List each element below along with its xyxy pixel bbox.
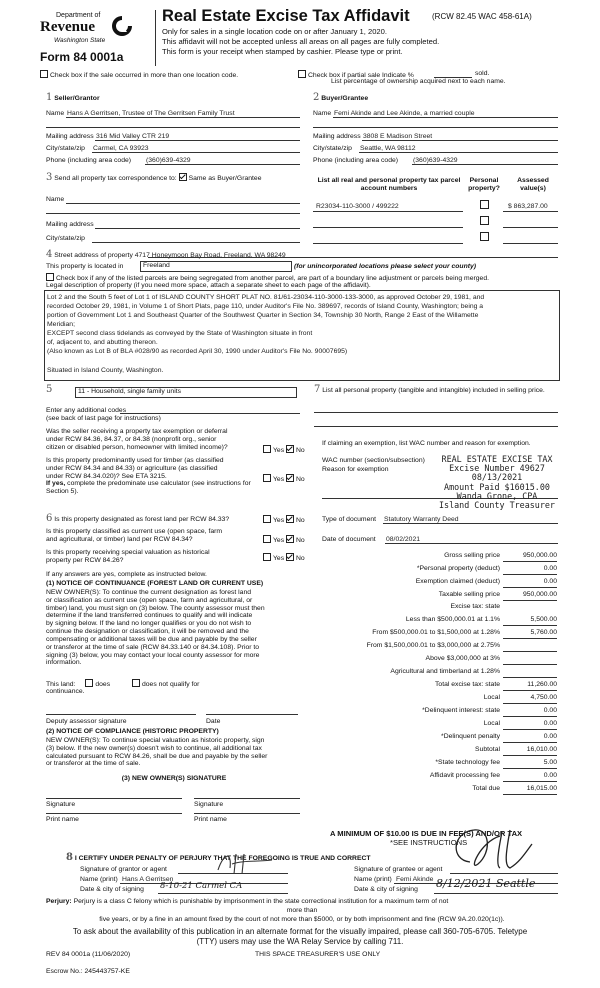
not-qualify-checkbox[interactable]	[132, 679, 140, 687]
rule	[46, 213, 300, 214]
tax-value-subtotal[interactable]: 16,010.00	[503, 746, 557, 756]
codes-label: Enter any additional codes (see back of last page for instructions)	[46, 407, 161, 422]
located-note: (for unincorporated locations please select your county)	[294, 263, 477, 270]
new-owner-heading: (3) NEW OWNER(S) SIGNATURE	[121, 775, 227, 782]
grantor-date-label: Date & city of signing	[80, 886, 144, 893]
tax-label-t4: Above $3,000,000 at 3%	[425, 655, 500, 662]
rule	[158, 893, 288, 894]
corr-city-label: City/state/zip	[46, 235, 85, 242]
tax-value-delinq-pen[interactable]: 0.00	[503, 733, 557, 743]
historic-heading: (2) NOTICE OF COMPLIANCE (HISTORIC PROPERTY)	[46, 728, 219, 735]
rule	[434, 893, 558, 894]
tax-label-excise-state: Excise tax: state	[450, 603, 500, 610]
tax-label-t3: From $1,500,000.01 to $3,000,000 at 2.75%	[366, 642, 500, 649]
buyer-city[interactable]: Seattle, WA 98112	[360, 145, 416, 152]
continuance-body: NEW OWNER(S): To continue the current designation as forest land or classification as current use (open space, farm and agricultural, or timber) land, you must sign on (3) below. The county assessor must then determine if the land transferred continues to qualify and will indicate by signing below. If the land no longer qualifies or you do not wish to continue the designation or classification, it will be removed and the compensating or additional taxes will be due and payable by the seller or transferor at the time of sale (RCW 84.33.140 or 84.34.108). Prior to signing (3) below, you may contact your local county assessor for more information.	[46, 589, 265, 667]
partial-sale-check[interactable]: Check box if partial sale Indicate %	[298, 70, 414, 80]
checkbox-icon[interactable]	[480, 200, 489, 209]
rule	[314, 412, 558, 413]
buyer-phone-label: Phone (including area code)	[313, 157, 399, 164]
grantor-sig-label: Signature of grantor or agent	[80, 866, 167, 873]
seller-city[interactable]: Carmel, CA 93923	[93, 145, 149, 152]
grantee-name[interactable]: Femi Akinde	[396, 876, 434, 883]
checkbox-icon	[263, 445, 271, 453]
dor-logo	[40, 12, 130, 52]
checkbox-icon[interactable]	[480, 216, 489, 225]
grantee-name-label: Name (print)	[354, 876, 392, 883]
sig-label-2: Signature	[194, 801, 224, 808]
doc-date[interactable]: 08/02/2021	[386, 536, 421, 543]
q-forest: 6 Is this property designated as forest land per RCW 84.33?	[46, 513, 230, 524]
deputy-date-field[interactable]	[206, 714, 298, 715]
owner-print-2[interactable]	[194, 813, 300, 814]
buyer-mail[interactable]: 3808 E Madison Street	[363, 133, 433, 140]
deputy-date-label: Date	[206, 718, 221, 725]
partial-pct-field[interactable]	[434, 70, 472, 78]
personal-checkbox-3[interactable]	[480, 232, 491, 243]
seller-name-label: Name	[46, 110, 65, 117]
rule	[313, 243, 463, 244]
minimum-notice: A MINIMUM OF $10.00 IS DUE IN FEE(S) AND/OR TAX	[330, 829, 523, 838]
continuance-text: continuance.	[46, 688, 85, 695]
tax-label-local2: Local	[483, 720, 500, 727]
tax-value-t5[interactable]	[503, 668, 557, 678]
checkbox-icon	[286, 515, 294, 523]
tax-label-tech: *State technology fee	[435, 759, 500, 766]
seller-city-label: City/state/zip	[46, 145, 85, 152]
located-select[interactable]: Freeland	[140, 261, 292, 272]
buyer-name-label: Name	[313, 110, 332, 117]
tax-value-t4[interactable]	[503, 655, 557, 665]
rule	[313, 227, 463, 228]
tax-value-personal[interactable]: 0.00	[503, 565, 557, 575]
rule	[362, 140, 558, 141]
tax-value-exempt[interactable]: 0.00	[503, 578, 557, 588]
parcel-header: List all real and personal property tax parcel account numbers	[317, 177, 461, 192]
owner-sig-1[interactable]	[46, 798, 182, 799]
legal-label: Legal description of property (if you need more space, attach a separate sheet to each page of the affidavit).	[46, 282, 371, 289]
subtitle-2: This affidavit will not be accepted unless all areas on all pages are fully completed.	[162, 37, 440, 46]
rule	[503, 227, 558, 228]
owner-print-1[interactable]	[46, 813, 182, 814]
if-yes-text: If any answers are yes, complete as instructed below.	[46, 571, 207, 578]
rule	[313, 211, 463, 212]
tax-label-delinq-state: *Delinquent interest: state	[422, 707, 500, 714]
perjury-text: Perjury: Perjury is a class C felony which is punishable by imprisonment in the state correctional institution for a maximum term of not	[46, 898, 449, 905]
checkbox-icon[interactable]	[46, 273, 54, 281]
checkbox-icon	[286, 474, 294, 482]
checkbox-icon	[286, 535, 294, 543]
q-exemption-answer[interactable]: Yes No	[263, 445, 305, 455]
doc-type[interactable]: Statutory Warranty Deed	[384, 516, 459, 523]
assessed-header: Assessed value(s)	[517, 177, 549, 192]
checkbox-icon	[263, 474, 271, 482]
doc-type-label: Type of document	[322, 516, 377, 523]
tax-value-gross[interactable]: 950,000.00	[503, 552, 557, 562]
list-pct-text: List percentage of ownership acquired next to each name.	[331, 78, 506, 85]
grantee-date[interactable]: 8/12/2021 Seattle	[436, 877, 536, 890]
tax-label-exempt: Exemption claimed (deduct)	[415, 578, 500, 585]
corr-mail-label: Mailing address	[46, 221, 94, 228]
checkbox-icon[interactable]	[298, 70, 306, 78]
buyer-mail-label: Mailing address	[313, 133, 361, 140]
street-row: 4 Street address of property 4717 Honeymoon Bay Road, Freeland, WA 98249	[46, 249, 286, 260]
header-divider	[155, 10, 156, 66]
seller-phone-label: Phone (including area code)	[46, 157, 132, 164]
tax-value-delinq-state[interactable]: 0.00	[503, 707, 557, 717]
legal-line-7: (Also known as Lot B of BLA #028/90 as recorded April 30, 1990 under Auditor's File No. 90007695)	[47, 348, 348, 355]
owner-sig-2[interactable]	[194, 798, 300, 799]
treasurer-use: THIS SPACE TREASURER'S USE ONLY	[255, 951, 381, 958]
rule	[313, 127, 558, 128]
grantor-date[interactable]: 8-10-21 Carmel CA	[160, 881, 243, 891]
legal-line-6: of, adjacent to, and abutting thereon.	[47, 339, 158, 346]
checkbox-icon	[286, 445, 294, 453]
rule	[383, 523, 558, 524]
located-label: This property is located in	[46, 263, 124, 270]
seller-mail[interactable]: 316 Mid Valley CTR 219	[96, 133, 170, 140]
wa-state-text: Washington State	[54, 37, 106, 44]
escrow-number: Escrow No.: 245443757-KE	[46, 968, 130, 975]
section-5-num: 5	[46, 384, 53, 395]
rule	[385, 543, 558, 544]
treasurer-stamp: REAL ESTATE EXCISE TAX Excise Number 49627 08/13/2021 Amount Paid $16015.00 Wanda Grone, CPA Island County Treasurer	[439, 454, 555, 511]
tax-label-taxable: Taxable selling price	[438, 591, 500, 598]
tax-value-affid[interactable]: 0.00	[503, 772, 557, 782]
grantee-signature	[440, 822, 540, 874]
segregated-check[interactable]: Check box if any of the listed parcels are being segregated from another parcel, are part of a boundary line adjustment or parcels being merged.	[46, 273, 489, 283]
buyer-phone[interactable]: (360)639-4329	[413, 157, 458, 164]
seller-name[interactable]: Hans A Gerritsen, Trustee of The Gerritsen Family Trust	[67, 110, 235, 117]
seller-phone[interactable]: (360)639-4329	[146, 157, 191, 164]
rule	[95, 228, 300, 229]
tax-value-tech[interactable]: 5.00	[503, 759, 557, 769]
tax-label-affid: Affidavit processing fee	[429, 772, 500, 779]
rule	[503, 211, 558, 212]
tax-label-personal: *Personal property (deduct)	[416, 565, 500, 572]
legal-line-3: portion of Government Lot 1 and Southeast Quarter of the Southwest Quarter in Section 34, Township 30 North, Range 2 East of the Willamette	[47, 312, 479, 319]
q-timber: Is this property predominantly used for timber (as classified under RCW 84.34 and 84.33) or agriculture (as classified under RCW 84.34.020)? See ETA 3215. If yes, complete the predominate use calculator (see instructions for Section 5).	[46, 457, 251, 496]
q-timber-answer[interactable]: Yes No	[263, 474, 305, 484]
tax-label-t2: From $500,000.01 to $1,500,000 at 1.28%	[372, 629, 500, 636]
personal-prop-text: 7 List all personal property (tangible and intangible) included in selling price.	[314, 384, 545, 395]
doc-date-label: Date of document	[322, 536, 376, 543]
tax-label-t5: Agricultural and timberland at 1.28%	[390, 668, 500, 675]
does-checkbox[interactable]	[85, 679, 93, 687]
rule	[412, 164, 558, 165]
buyer-city-label: City/state/zip	[313, 145, 352, 152]
tax-value-t2[interactable]: 5,760.00	[503, 629, 557, 639]
print-label-2: Print name	[194, 816, 227, 823]
tax-value-taxable[interactable]: 950,000.00	[503, 591, 557, 601]
checkbox-icon[interactable]	[40, 70, 48, 78]
grantor-name[interactable]: Hans A Gerritsen	[122, 876, 174, 883]
rev-number: REV 84 0001a (11/06/2020)	[46, 951, 131, 958]
rule	[95, 140, 300, 141]
seller-mail-label: Mailing address	[46, 133, 94, 140]
reason-label: Reason for exemption	[322, 466, 389, 473]
grantee-date-label: Date & city of signing	[354, 886, 418, 893]
alt-format-2: (TTY) users may use the WA Relay Service by calling 711.	[196, 937, 404, 946]
logo-mark-icon	[110, 14, 134, 38]
sold-text: sold.	[475, 70, 490, 77]
historic-body: NEW OWNER(S): To continue special valuation as historic property, sign (3) below. If the new owner(s) doesn't wish to continue, all additional tax calculated pursuant to RCW 84.26, shall be due and payable by the seller or transferor at the time of sale.	[46, 737, 268, 768]
legal-line-8: Situated in Island County, Washington.	[47, 367, 164, 374]
checkbox-icon[interactable]	[480, 232, 489, 241]
deputy-label: Deputy assessor signature	[46, 718, 127, 725]
multi-location-check[interactable]: Check box if the sale occurred in more than one location code.	[40, 70, 238, 80]
buyer-heading: 2 Buyer/Grantee	[313, 92, 369, 103]
corr-heading: 3 Send all property tax correspondence to: Same as Buyer/Grantee	[46, 172, 262, 183]
tax-label-local: Local	[483, 694, 500, 701]
parcel-1[interactable]: R23034-110-3000 / 499222	[316, 203, 399, 210]
form-rcw: (RCW 82.45 WAC 458-61A)	[432, 12, 532, 21]
rule	[314, 426, 558, 427]
tax-label-total-state: Total excise tax: state	[435, 681, 500, 688]
rule	[92, 242, 300, 243]
subtitle-1: Only for sales in a single location code on or after January 1, 2020.	[162, 27, 387, 36]
legal-line-5: EXCEPT second class tidelands as conveyed by the State of Washington situate in front	[47, 330, 313, 337]
seller-heading: 1 Seller/Grantor	[46, 92, 100, 103]
print-label-1: Print name	[46, 816, 79, 823]
tax-label-subtotal: Subtotal	[475, 746, 500, 753]
tax-value-local[interactable]: 4,750.00	[503, 694, 557, 704]
q-forest-answer[interactable]: Yes No	[263, 515, 305, 525]
legal-line-4: Meridian;	[47, 321, 75, 328]
wac-claim-text: If claiming an exemption, list WAC number and reason for exemption.	[322, 440, 531, 447]
rule	[148, 257, 558, 258]
land-use-select[interactable]: 11 - Household, single family units	[75, 387, 297, 398]
sig-label-1: Signature	[46, 801, 76, 808]
legal-line-1: Lot 2 and the South 5 feet of Lot 1 of ISLAND COUNTY SHORT PLAT NO. 81/61-23034-110-3000-133-3000, as approved October 29, 1981, and	[47, 294, 485, 301]
buyer-name[interactable]: Femi Akinde and Lee Akinde, a married couple	[334, 110, 475, 117]
tax-label-total-due: Total due	[472, 785, 500, 792]
land-qualify-row: This land: does does not qualify for	[46, 681, 200, 688]
tax-value-total-state[interactable]: 11,260.00	[503, 681, 557, 691]
dept-text: Department of	[56, 12, 101, 19]
see-instructions: *SEE INSTRUCTIONS	[390, 838, 468, 847]
personal-checkbox-1[interactable]	[480, 200, 491, 211]
cert-text: 8 I CERTIFY UNDER PENALTY OF PERJURY THAT THE FOREGOING IS TRUE AND CORRECT	[66, 852, 371, 863]
continuance-heading: (1) NOTICE OF CONTINUANCE (FOREST LAND OR CURRENT USE)	[46, 580, 264, 587]
q-current-use: Is this property classified as current use (open space, farm and agricultural, or timber) land per RCW 84.34?	[46, 528, 223, 543]
alt-format-1: To ask about the availability of this publication in an alternate format for the visually impaired, please call 360-705-6705. Teletype	[72, 927, 528, 936]
personal-checkbox-2[interactable]	[480, 216, 491, 227]
rule	[46, 127, 300, 128]
checkbox-icon	[286, 553, 294, 561]
grantee-sig-label: Signature of grantee or agent	[354, 866, 443, 873]
street-address[interactable]: 4717 Honeymoon Bay Road, Freeland, WA 98249	[134, 252, 286, 259]
same-as-buyer-checkbox[interactable]	[179, 173, 187, 181]
q-historic: Is this property receiving special valuation as historical property per RCW 84.26?	[46, 549, 210, 564]
revenue-text: Revenue	[40, 19, 95, 35]
form-title: Real Estate Excise Tax Affidavit	[162, 7, 410, 25]
legal-line-2: recorded October 29, 1981, in Volume 1 of Short Plats, page 110, under Auditor's File No. 389697, records of Island County, Washington; being a	[47, 303, 484, 310]
assessed-1[interactable]: $ 863,287.00	[508, 203, 548, 210]
checkbox-icon	[263, 515, 271, 523]
rule	[66, 117, 300, 118]
corr-name-label: Name	[46, 196, 65, 203]
checkbox-icon	[263, 535, 271, 543]
tax-label-t1: Less than $500,000.01 at 1.1%	[405, 616, 500, 623]
tax-label-delinq-pen: *Delinquent penalty	[441, 733, 500, 740]
rule	[66, 203, 300, 204]
subtitle-3: This form is your receipt when stamped by cashier. Please type or print.	[162, 47, 403, 56]
tax-value-t3[interactable]	[503, 642, 557, 652]
wac-label: WAC number (section/subsection)	[322, 457, 425, 464]
rule	[92, 152, 300, 153]
rule	[145, 164, 300, 165]
codes-field[interactable]	[120, 413, 300, 414]
perjury-text-3: five years, or by a fine in an amount fixed by the court of not more than $5000, or by both imprisonment and fine (RCW 9A.20.020(1c)).	[99, 916, 505, 923]
q-historic-answer[interactable]: Yes No	[263, 553, 305, 563]
grantor-name-label: Name (print)	[80, 876, 118, 883]
q-current-use-answer[interactable]: Yes No	[263, 535, 305, 545]
tax-label-gross: Gross selling price	[444, 552, 500, 559]
rule	[333, 117, 558, 118]
perjury-text-2: more than	[286, 907, 318, 914]
deputy-sig-field[interactable]	[46, 714, 196, 715]
tax-value-local2[interactable]: 0.00	[503, 720, 557, 730]
rule	[359, 152, 558, 153]
tax-value-t1[interactable]: 5,500.00	[503, 616, 557, 626]
rule	[503, 243, 558, 244]
personal-header: Personal property?	[468, 177, 500, 192]
grantor-signature	[210, 848, 280, 878]
tax-value-total-due[interactable]: 16,015.00	[503, 785, 557, 795]
form-number: Form 84 0001a	[40, 50, 124, 64]
q-exemption: Was the seller receiving a property tax exemption or deferral under RCW 84.36, 84.37, or 84.38 (nonprofit org., senior citizen or disabled person, homeowner with limited income)?	[46, 428, 228, 451]
checkbox-icon	[263, 553, 271, 561]
